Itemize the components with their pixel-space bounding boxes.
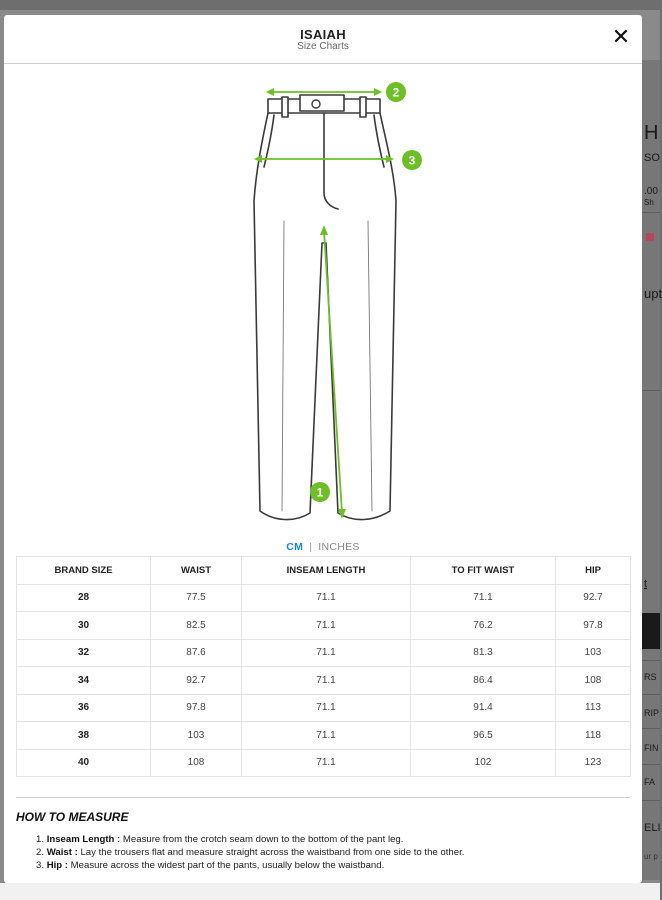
marker-1-label: 1 <box>316 485 324 500</box>
pants-measurement-diagram <box>234 81 434 537</box>
cell-inseam: 71.1 <box>242 749 411 777</box>
item-term: Inseam Length : <box>46 834 121 845</box>
item-number: 3. <box>36 860 45 871</box>
marker-2-label: 2 <box>392 85 400 100</box>
modal-subtitle: Size Charts <box>297 41 349 52</box>
cell-to-fit-waist: 76.2 <box>411 612 556 640</box>
bg-fragment: ELI <box>644 822 661 834</box>
how-to-measure-list <box>36 833 626 872</box>
bg-fragment: FA <box>644 777 656 787</box>
cell-waist: 103 <box>151 722 242 750</box>
size-table <box>16 556 631 777</box>
cell-to-fit-waist: 86.4 <box>411 667 556 695</box>
cell-inseam: 71.1 <box>242 639 411 667</box>
cell-hip: 92.7 <box>556 584 631 612</box>
cell-hip: 108 <box>556 667 631 695</box>
marker-2 <box>386 82 406 102</box>
cell-brand-size: 30 <box>17 612 151 640</box>
item-number: 1. <box>36 834 45 845</box>
cell-hip: 97.8 <box>556 612 631 640</box>
table-row <box>17 694 631 722</box>
cell-inseam: 71.1 <box>242 612 411 640</box>
list-item <box>36 846 626 859</box>
table-row <box>17 749 631 777</box>
item-term: Hip : <box>46 860 69 871</box>
cell-hip: 103 <box>556 639 631 667</box>
cell-to-fit-waist: 71.1 <box>411 584 556 612</box>
close-button[interactable]: ✕ <box>611 24 631 49</box>
list-item <box>36 859 626 872</box>
col-hip: HIP <box>556 557 631 585</box>
unit-separator: | <box>309 541 313 553</box>
col-inseam-length: INSEAM LENGTH <box>242 557 411 585</box>
cell-hip: 123 <box>556 749 631 777</box>
section-divider <box>16 797 630 798</box>
bg-color-swatch <box>646 233 654 241</box>
table-row <box>17 667 631 695</box>
cell-waist: 92.7 <box>151 667 242 695</box>
cell-brand-size: 32 <box>17 639 151 667</box>
cell-to-fit-waist: 91.4 <box>411 694 556 722</box>
cell-inseam: 71.1 <box>242 584 411 612</box>
bg-fragment: upt <box>644 286 662 301</box>
marker-1 <box>310 482 330 502</box>
size-chart-modal <box>4 15 642 883</box>
col-waist: WAIST <box>151 557 242 585</box>
item-text: Lay the trousers flat and measure straight across the waistband from one side to the other. <box>77 847 465 858</box>
table-row <box>17 584 631 612</box>
cell-to-fit-waist: 102 <box>411 749 556 777</box>
bg-fragment: FIN <box>644 743 659 753</box>
bg-fragment: SO <box>644 152 660 164</box>
item-text: Measure from the crotch seam down to the bottom of the pant leg. <box>120 834 404 845</box>
cell-hip: 118 <box>556 722 631 750</box>
table-row <box>17 639 631 667</box>
cell-inseam: 71.1 <box>242 722 411 750</box>
col-brand-size: BRAND SIZE <box>17 557 151 585</box>
table-row <box>17 612 631 640</box>
cell-waist: 82.5 <box>151 612 242 640</box>
marker-3 <box>402 150 422 170</box>
cell-inseam: 71.1 <box>242 694 411 722</box>
cell-brand-size: 28 <box>17 584 151 612</box>
cell-brand-size: 40 <box>17 749 151 777</box>
bg-dark-button <box>642 613 660 649</box>
item-term: Waist : <box>46 847 78 858</box>
item-text: Measure across the widest part of the pants, usually below the waistband. <box>68 860 385 871</box>
unit-cm-button[interactable]: CM <box>286 541 304 553</box>
col-to-fit-waist: TO FIT WAIST <box>411 557 556 585</box>
cell-waist: 87.6 <box>151 639 242 667</box>
cell-to-fit-waist: 81.3 <box>411 639 556 667</box>
bg-fragment: RS <box>644 672 657 682</box>
cell-brand-size: 34 <box>17 667 151 695</box>
bg-fragment: .00 <box>644 186 658 197</box>
unit-inches-button[interactable]: INCHES <box>318 541 360 553</box>
item-number: 2. <box>36 847 45 858</box>
cell-hip: 113 <box>556 694 631 722</box>
unit-toggle <box>4 541 642 553</box>
background-page-strip <box>642 60 660 880</box>
cell-to-fit-waist: 96.5 <box>411 722 556 750</box>
cell-waist: 108 <box>151 749 242 777</box>
modal-title: ISAIAH <box>300 27 346 42</box>
cell-waist: 77.5 <box>151 584 242 612</box>
cell-brand-size: 38 <box>17 722 151 750</box>
how-to-measure-title: HOW TO MEASURE <box>16 810 129 824</box>
bg-fragment: t <box>644 578 648 590</box>
bg-fragment: RIP <box>644 708 660 718</box>
cell-inseam: 71.1 <box>242 667 411 695</box>
bottom-edge <box>0 883 660 900</box>
table-header-row <box>17 557 631 585</box>
modal-header <box>4 15 642 64</box>
cell-waist: 97.8 <box>151 694 242 722</box>
cell-brand-size: 36 <box>17 694 151 722</box>
bg-fragment: H <box>644 122 659 144</box>
marker-3-label: 3 <box>408 153 416 168</box>
table-row <box>17 722 631 750</box>
bg-fragment: Sh <box>644 198 654 207</box>
list-item <box>36 833 626 846</box>
bg-fragment: ur p <box>644 852 658 861</box>
